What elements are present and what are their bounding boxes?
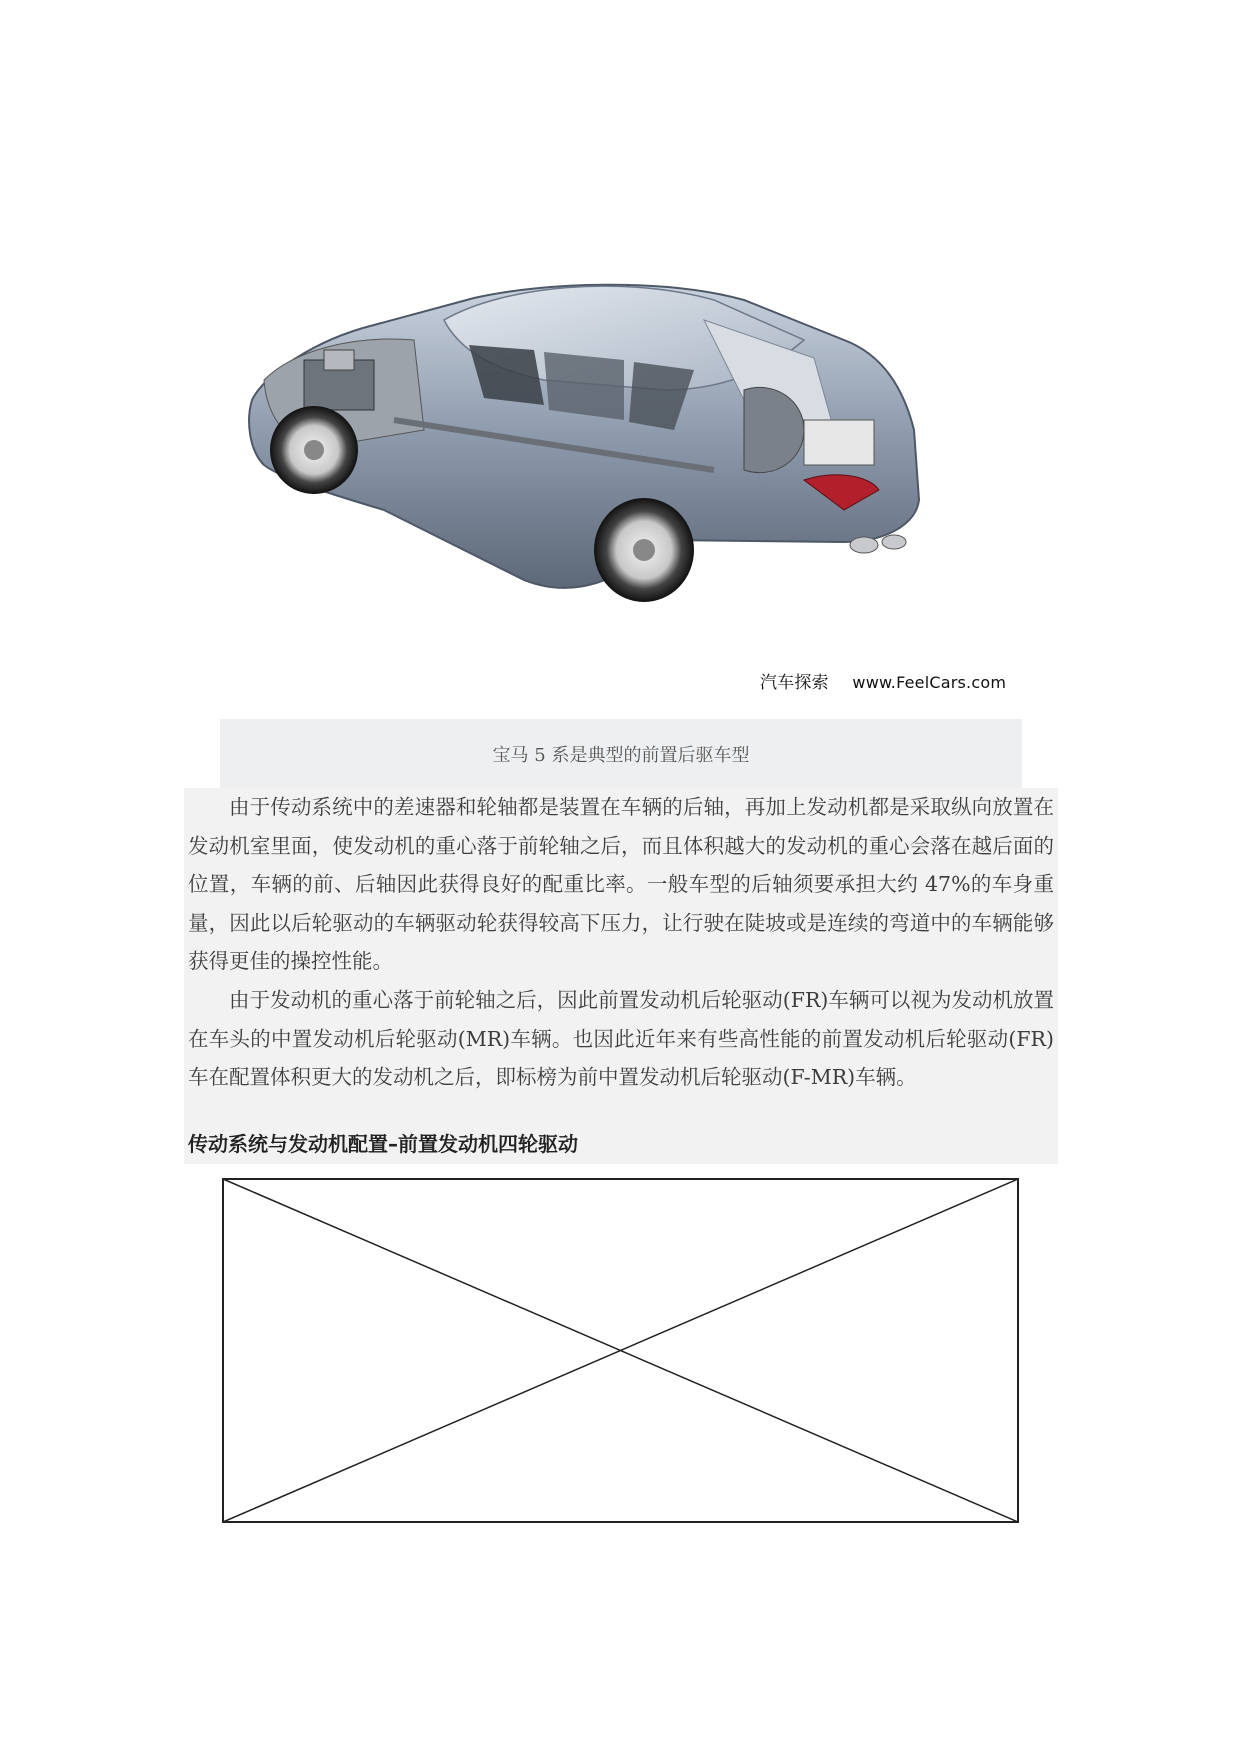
car-cutaway-image [244, 280, 1014, 700]
image-watermark [760, 668, 1006, 693]
section-heading: 传动系统与发动机配置–前置发动机四轮驱动 [188, 1132, 578, 1156]
missing-image-placeholder [222, 1178, 1019, 1523]
body-text-block [184, 788, 1058, 1164]
paragraph-2: 由于发动机的重心落于前轮轴之后，因此前置发动机后轮驱动(FR)车辆可以视为发动机放置在车头的中置发动机后轮驱动(MR)车辆。也因此近年来有些高性能的前置发动机后轮驱动(FR)车在配置体积更大的发动机之后，即标榜为前中置发动机后轮驱动(F-MR)车辆。 [188, 988, 1054, 1089]
paragraph-1: 由于传动系统中的差速器和轮轴都是装置在车辆的后轴，再加上发动机都是采取纵向放置在发动机室里面，使发动机的重心落于前轮轴之后，而且体积越大的发动机的重心会落在越后面的位置，车辆的前、后轴因此获得良好的配重比率。一般车型的后轴须要承担大约 47%的车身重量，因此以后轮驱动的车辆驱动轮获得较高下压力，让行驶在陡坡或是连续的弯道中的车辆能够获得更佳的操控性能。 [188, 795, 1054, 973]
watermark-brand: 汽车探索 [760, 673, 829, 693]
watermark-site: www.FeelCars.com [852, 673, 1007, 692]
figure-caption-box [220, 719, 1022, 788]
figure-caption: 宝马 5 系是典型的前置后驱车型 [492, 745, 750, 766]
